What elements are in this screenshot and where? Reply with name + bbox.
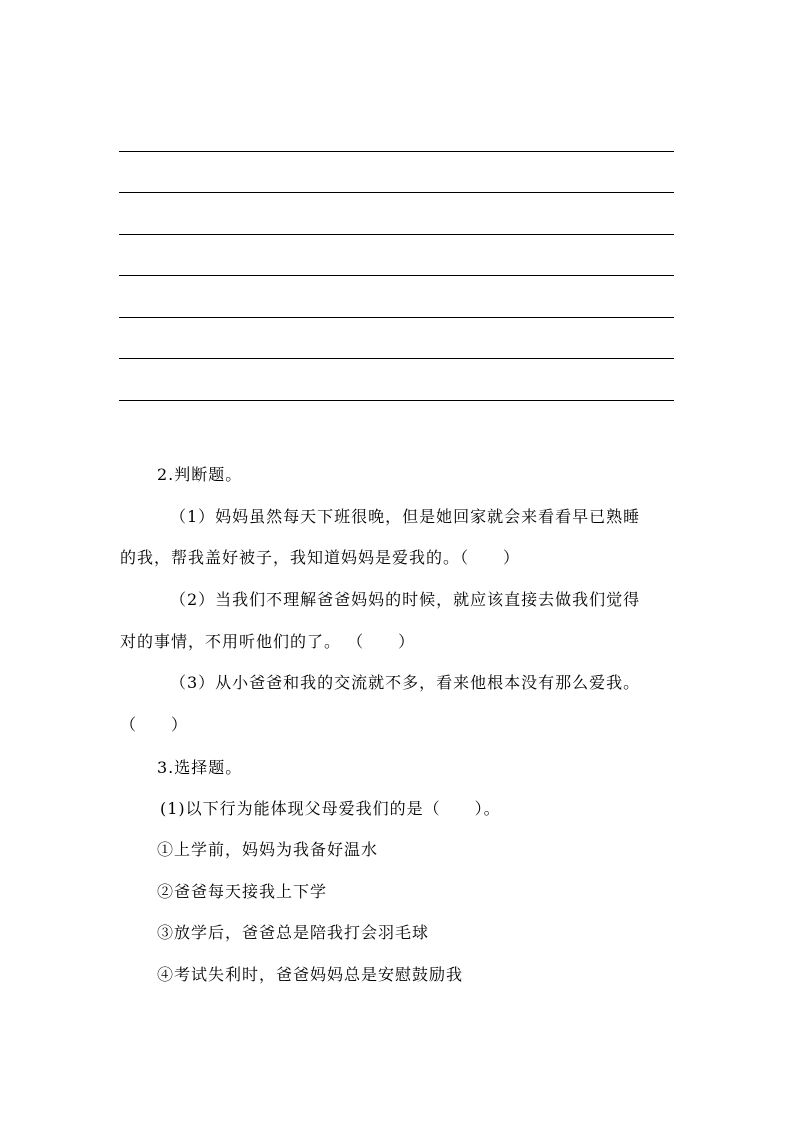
answer-line [119, 317, 674, 318]
tf-question-3-line1: （3）从小爸爸和我的交流就不多，看来他根本没有那么爱我。 [170, 673, 641, 692]
tf-question-3-line2: （ ） [120, 715, 189, 734]
mc-option-4: ④考试失利时，爸爸妈妈总是安慰鼓励我 [157, 965, 464, 984]
tf-question-1-line2: 的我，帮我盖好被子，我知道妈妈是爱我的。（ ） [120, 548, 521, 567]
mc-option-3: ③放学后，爸爸总是陪我打会羽毛球 [157, 923, 430, 942]
mc-question-1: (1)以下行为能体现父母爱我们的是（ ）。 [160, 799, 501, 818]
tf-question-1-line1: （1）妈妈虽然每天下班很晚，但是她回家就会来看看早已熟睡 [170, 507, 641, 526]
answer-line [119, 234, 674, 235]
answer-line [119, 400, 674, 401]
answer-line [119, 151, 674, 152]
answer-line [119, 358, 674, 359]
answer-line [119, 275, 674, 276]
tf-question-2-line2: 对的事情，不用听他们的了。 （ ） [120, 632, 416, 651]
tf-question-2-line1: （2）当我们不理解爸爸妈妈的时候，就应该直接去做我们觉得 [170, 590, 641, 609]
section3-heading: 3.选择题。 [157, 758, 243, 777]
mc-option-1: ①上学前，妈妈为我备好温水 [157, 840, 379, 859]
mc-option-2: ②爸爸每天接我上下学 [157, 882, 328, 901]
section2-heading: 2.判断题。 [157, 465, 243, 484]
answer-line [119, 192, 674, 193]
